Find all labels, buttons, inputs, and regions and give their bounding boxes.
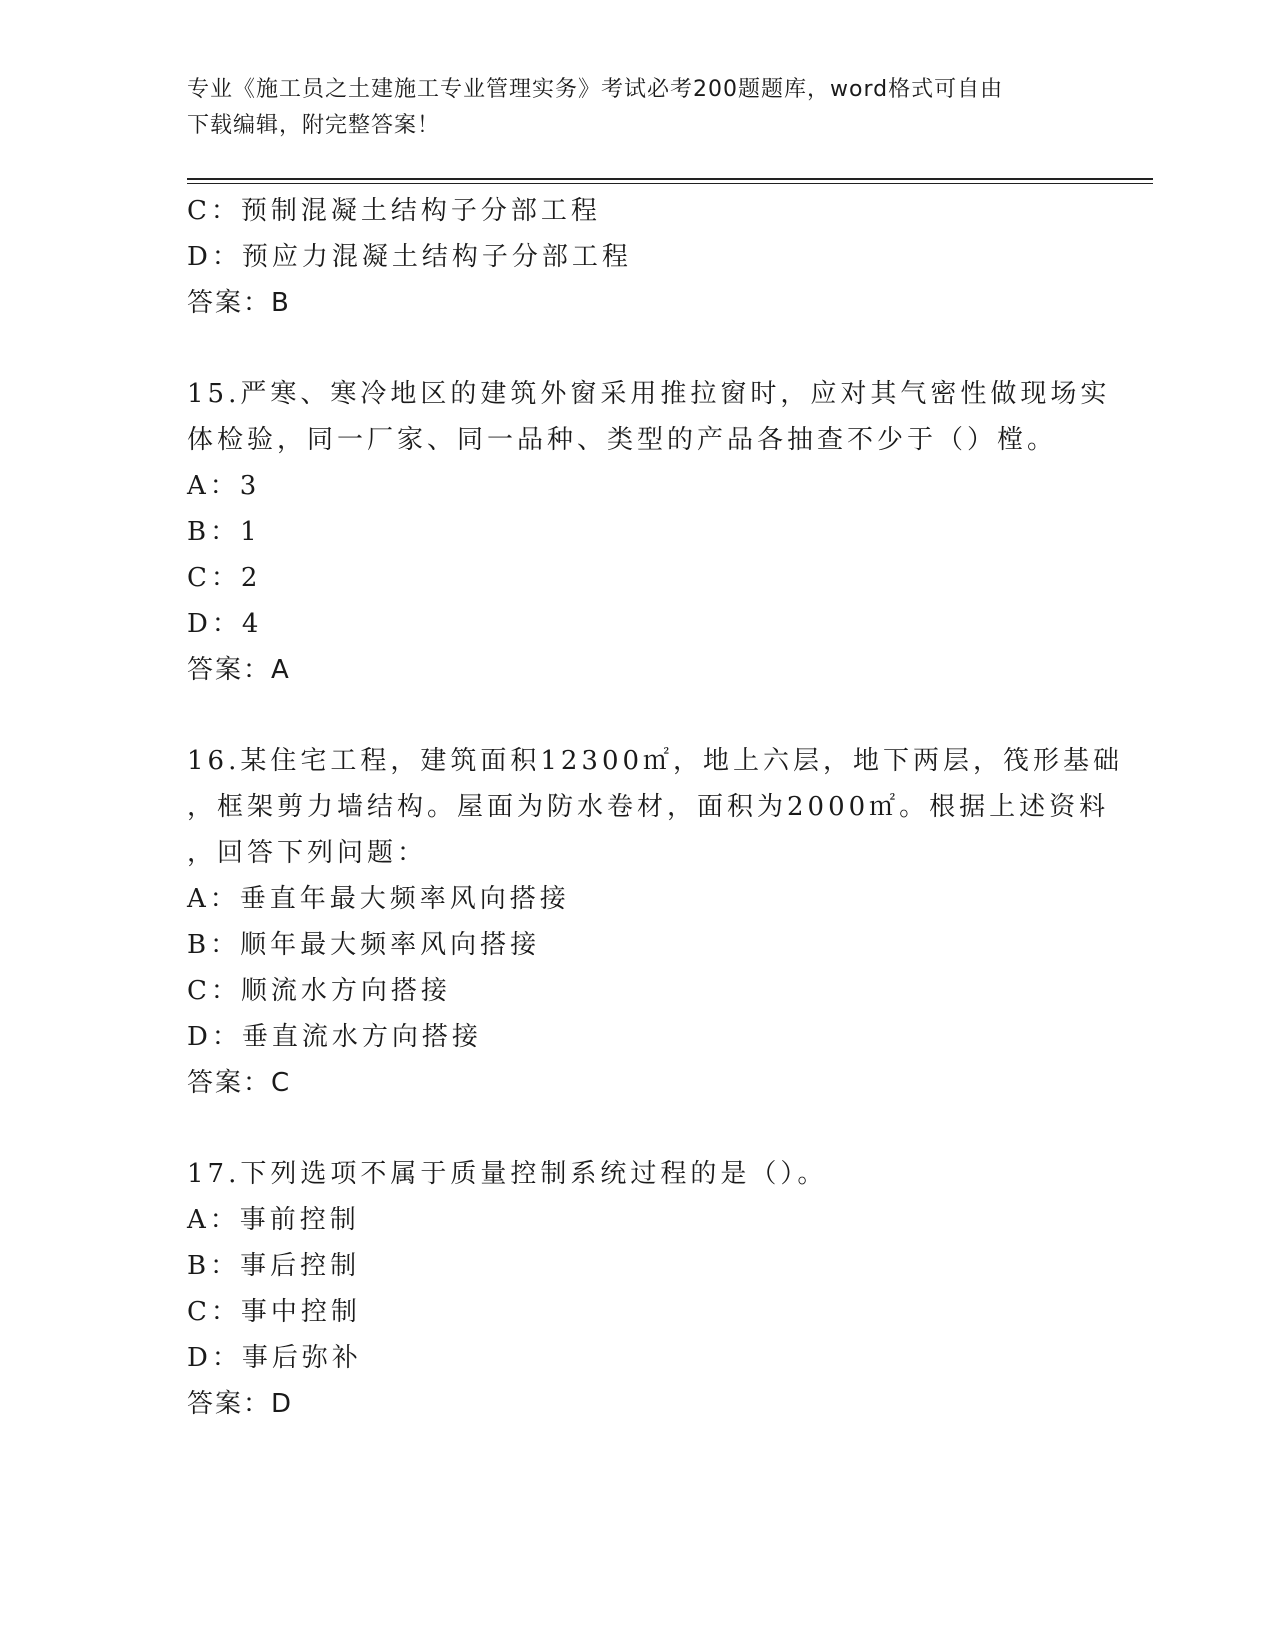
question-stem-line: ，框架剪力墙结构。屋面为防水卷材，面积为2000㎡。根据上述资料 (187, 792, 1110, 822)
question-14-continuation (187, 188, 1087, 326)
option-b: B：1 (187, 517, 261, 547)
option-a: A：事前控制 (187, 1205, 360, 1235)
answer-label: 答案：C (187, 1068, 292, 1098)
question-16 (187, 738, 1124, 1106)
option-d: D：4 (187, 609, 263, 639)
answer-label: 答案：B (187, 288, 291, 318)
question-15 (187, 371, 1111, 693)
answer-label: 答案：A (187, 655, 291, 685)
option-c: C：预制混凝土结构子分部工程 (187, 196, 601, 226)
question-list (187, 188, 1124, 1427)
header-line-1: 专业《施工员之土建施工专业管理实务》考试必考200题题库，word格式可自由 (187, 77, 1004, 102)
answer-label: 答案：D (187, 1389, 294, 1419)
option-b: B：顺年最大频率风向搭接 (187, 930, 541, 960)
option-d: D：预应力混凝土结构子分部工程 (187, 242, 632, 272)
question-stem-line: 体检验，同一厂家、同一品种、类型的产品各抽查不少于（）樘。 (187, 425, 1058, 455)
header-rule-thin (187, 183, 1153, 184)
question-stem-line: 17.下列选项不属于质量控制系统过程的是（）。 (187, 1159, 828, 1189)
option-b: B：事后控制 (187, 1251, 361, 1281)
header-rule-thick (187, 178, 1153, 180)
question-17 (187, 1151, 1087, 1427)
option-a: A：垂直年最大频率风向搭接 (187, 884, 570, 914)
question-stem-line: 16.某住宅工程，建筑面积12300㎡，地上六层，地下两层，筏形基础 (187, 746, 1124, 776)
option-a: A：3 (187, 471, 261, 501)
question-stem-line: ，回答下列问题： (187, 838, 428, 868)
option-c: C：顺流水方向搭接 (187, 976, 451, 1006)
option-c: C：2 (187, 563, 262, 593)
header-line-2: 下载编辑，附完整答案！ (187, 113, 441, 138)
option-d: D：事后弥补 (187, 1343, 362, 1373)
question-stem-line: 15.严寒、寒冷地区的建筑外窗采用推拉窗时，应对其气密性做现场实 (187, 379, 1111, 409)
option-d: D：垂直流水方向搭接 (187, 1022, 482, 1052)
document-header (187, 72, 1077, 144)
option-c: C：事中控制 (187, 1297, 361, 1327)
